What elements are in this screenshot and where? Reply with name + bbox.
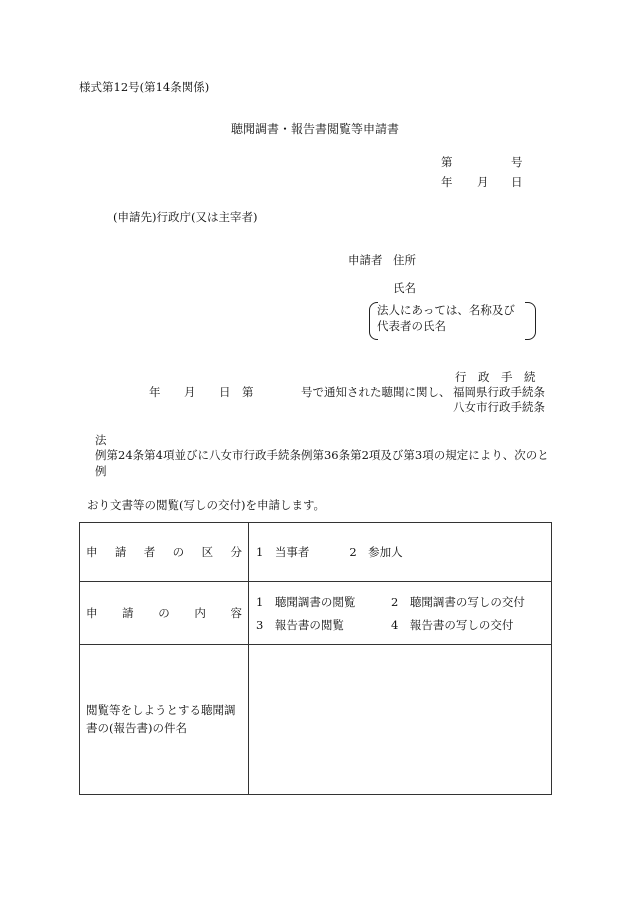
notice-day: 日 (219, 385, 231, 399)
corp-note-line1: 法人にあっては、名称及び (377, 303, 515, 317)
doc-number-go: 号 (511, 155, 523, 169)
rei-line: 例第24条第4項並びに八女市行政手続条例第36条第2項及び第3項の規定により、次のと (95, 448, 549, 462)
notice-rest: 号で通知された聴聞に関し、 (301, 385, 451, 399)
application-table (79, 522, 552, 795)
label-char: の (172, 545, 185, 559)
name-label: 氏名 (393, 281, 416, 295)
label-char: 者 (143, 545, 156, 559)
form-title: 聴聞調書・報告書閲覧等申請書 (231, 122, 400, 136)
date-day: 日 (511, 175, 523, 189)
label-request-content (80, 582, 249, 645)
label-char: 分 (230, 545, 242, 559)
label-request-content-text (86, 605, 242, 621)
closing-sentence: おり文書等の閲覧(写しの交付)を申請します。 (87, 498, 326, 512)
label-subject (80, 645, 249, 795)
applicant-label: 申請者 (348, 253, 383, 267)
label-char: 請 (114, 545, 127, 559)
option-copy-hearing-record[interactable]: 2 聴聞調書の写しの交付 (391, 594, 525, 609)
label-subject-text: 閲覧等をしようとする聴聞調書の(報告書)の件名 (86, 702, 236, 735)
option-participant[interactable]: 2 参加人 (349, 545, 403, 559)
subject-input[interactable] (249, 645, 552, 795)
label-char: 請 (122, 606, 134, 620)
rei-char: 例 (95, 464, 107, 478)
value-request-content (249, 582, 552, 645)
bracket-gap-bottom (378, 337, 525, 340)
form-number: 様式第12号(第14条関係) (79, 80, 210, 94)
label-applicant-type-text (86, 544, 242, 560)
option-view-hearing-record[interactable]: 1 聴聞調書の閲覧 (256, 594, 356, 609)
law-bot: 八女市行政手続条 (453, 400, 545, 414)
row-request-content (80, 582, 552, 645)
hou-char: 法 (95, 433, 107, 447)
label-char: 容 (230, 606, 242, 620)
address-label: 住所 (393, 253, 416, 267)
notice-dai: 第 (242, 385, 254, 399)
corp-note-line2: 代表者の氏名 (377, 319, 446, 333)
date-year: 年 (441, 175, 453, 189)
label-char: の (158, 606, 170, 620)
law-mid: 福岡県行政手続条 (453, 385, 545, 399)
notice-year: 年 (149, 385, 161, 399)
label-char: 区 (201, 545, 214, 559)
label-char: 内 (194, 606, 206, 620)
row-applicant-type (80, 523, 552, 582)
row-subject (80, 645, 552, 795)
option-copy-report[interactable]: 4 報告書の写しの交付 (391, 617, 514, 632)
value-applicant-type (249, 523, 552, 582)
law-top: 行 政 手 続 (455, 370, 536, 384)
doc-number-dai: 第 (441, 155, 453, 169)
addressee: (申請先)行政庁(又は主宰者) (113, 210, 258, 224)
notice-month: 月 (184, 385, 196, 399)
option-party[interactable]: 1 当事者 (256, 545, 310, 559)
label-char: 申 (86, 606, 98, 620)
date-month: 月 (477, 175, 489, 189)
option-view-report[interactable]: 3 報告書の閲覧 (256, 617, 344, 632)
label-applicant-type (80, 523, 249, 582)
label-char: 申 (86, 545, 98, 559)
